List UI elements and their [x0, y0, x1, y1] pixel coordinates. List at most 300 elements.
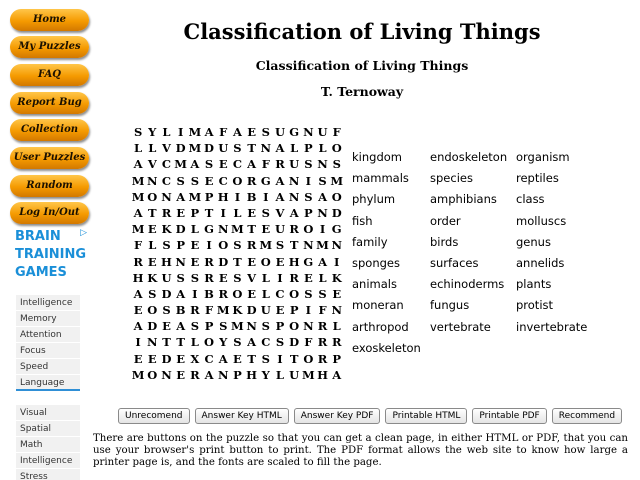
- ad-list-item[interactable]: Attention: [16, 327, 80, 343]
- grid-letter: T: [162, 335, 171, 350]
- grid-letter: R: [289, 222, 299, 237]
- grid-letter: D: [331, 205, 342, 220]
- grid-letter: A: [332, 367, 342, 382]
- grid-letter: M: [131, 222, 145, 237]
- grid-letter: D: [246, 303, 257, 318]
- grid-letter: T: [289, 238, 299, 253]
- grid-letter: A: [133, 157, 143, 172]
- grid-letter: E: [233, 351, 242, 366]
- grid-letter: U: [317, 125, 328, 139]
- grid-letter: E: [162, 319, 171, 334]
- grid-letter: P: [190, 205, 200, 220]
- page-title: Classification of Living Things: [183, 19, 541, 44]
- word-list-item: echinoderms: [430, 277, 505, 292]
- nav-collection-button[interactable]: Collection: [10, 119, 89, 141]
- grid-letter: U: [274, 125, 285, 139]
- adchoices-icon[interactable]: ▷: [80, 228, 87, 238]
- grid-letter: P: [233, 367, 242, 382]
- grid-letter: U: [260, 303, 271, 318]
- grid-letter: Y: [219, 335, 228, 350]
- grid-letter: C: [161, 173, 172, 188]
- grid-letter: K: [147, 270, 158, 285]
- word-list-item: animals: [352, 277, 397, 292]
- word-list-item: moneran: [352, 298, 404, 313]
- grid-letter: F: [261, 157, 270, 172]
- puzzle-action-buttons: [118, 408, 622, 424]
- grid-letter: L: [290, 141, 299, 156]
- grid-letter: O: [260, 254, 271, 269]
- grid-letter: A: [204, 125, 214, 139]
- grid-letter: E: [332, 286, 342, 301]
- grid-letter: I: [277, 351, 283, 366]
- ad-list-item[interactable]: Language: [16, 375, 80, 391]
- grid-letter: S: [261, 125, 270, 139]
- grid-letter: S: [304, 286, 313, 301]
- grid-letter: L: [318, 270, 327, 285]
- grid-letter: I: [263, 189, 269, 204]
- grid-letter: A: [275, 173, 285, 188]
- grid-letter: G: [204, 222, 214, 237]
- grid-letter: S: [233, 141, 242, 156]
- grid-row: [131, 156, 344, 172]
- grid-row: [131, 286, 344, 302]
- grid-letter: K: [232, 303, 243, 318]
- grid-letter: C: [261, 335, 271, 350]
- grid-letter: S: [190, 319, 199, 334]
- grid-letter: O: [303, 351, 314, 366]
- grid-letter: L: [318, 141, 327, 156]
- grid-letter: E: [303, 270, 313, 285]
- grid-letter: G: [331, 222, 342, 237]
- grid-letter: N: [331, 303, 342, 318]
- grid-letter: D: [161, 351, 172, 366]
- brain-training-ad[interactable]: [15, 228, 95, 288]
- recommend-button[interactable]: Recommend: [552, 408, 622, 424]
- grid-letter: G: [289, 125, 300, 139]
- nav-my-puzzles-button[interactable]: My Puzzles: [10, 36, 89, 58]
- nav-report-bug-button[interactable]: Report Bug: [10, 92, 89, 114]
- grid-letter: B: [204, 286, 214, 301]
- grid-letter: I: [305, 173, 312, 188]
- ad-list-item[interactable]: Speed: [16, 359, 80, 375]
- nav-random-button[interactable]: Random: [10, 175, 89, 197]
- grid-letter: U: [274, 222, 285, 237]
- grid-letter: S: [148, 286, 157, 301]
- grid-letter: R: [331, 335, 342, 350]
- grid-letter: M: [174, 157, 188, 172]
- word-list-item: sponges: [352, 256, 400, 270]
- grid-letter: O: [147, 303, 158, 318]
- printable-pdf-button[interactable]: Printable PDF: [472, 408, 546, 424]
- grid-letter: R: [218, 286, 228, 301]
- ad-list-item[interactable]: Visual: [16, 405, 80, 421]
- grid-letter: V: [162, 141, 171, 156]
- nav-faq-button[interactable]: FAQ: [10, 64, 89, 86]
- word-list-item: family: [352, 234, 388, 249]
- grid-letter: F: [304, 335, 313, 350]
- grid-letter: A: [275, 141, 285, 156]
- grid-letter: Y: [261, 367, 270, 382]
- grid-letter: N: [288, 173, 300, 188]
- ad-list-item[interactable]: Intelligence: [16, 295, 80, 311]
- grid-letter: F: [318, 303, 327, 318]
- grid-letter: M: [301, 367, 315, 382]
- grid-letter: I: [192, 286, 198, 301]
- grid-letter: I: [220, 205, 226, 220]
- ad-skill-list: [16, 295, 80, 391]
- grid-row: [131, 124, 344, 140]
- grid-letter: I: [135, 335, 141, 350]
- grid-letter: U: [289, 157, 300, 172]
- grid-letter: A: [133, 319, 143, 334]
- word-list-item: species: [430, 171, 473, 186]
- ad-title-line[interactable]: TRAINING: [15, 247, 87, 262]
- grid-letter: O: [218, 238, 229, 253]
- grid-letter: R: [204, 270, 214, 285]
- grid-letter: F: [204, 303, 214, 318]
- grid-letter: L: [261, 286, 270, 301]
- grid-letter: L: [190, 222, 199, 237]
- word-list-item: organism: [516, 150, 570, 164]
- word-list-item: molluscs: [516, 213, 567, 228]
- grid-letter: N: [147, 335, 158, 350]
- grid-letter: X: [190, 351, 200, 366]
- grid-letter: P: [176, 238, 185, 253]
- grid-letter: T: [247, 351, 256, 366]
- grid-letter: N: [331, 238, 342, 253]
- word-list-item: phylum: [352, 192, 396, 207]
- grid-letter: E: [204, 173, 214, 188]
- grid-letter: A: [318, 254, 327, 269]
- grid-row: [131, 173, 344, 189]
- grid-letter: R: [190, 303, 200, 318]
- grid-letter: N: [303, 319, 314, 334]
- grid-letter: N: [161, 367, 172, 382]
- grid-letter: S: [190, 173, 199, 188]
- grid-row: [131, 302, 344, 318]
- grid-letter: F: [332, 125, 341, 139]
- grid-letter: O: [331, 189, 342, 204]
- grid-letter: O: [303, 222, 314, 237]
- grid-letter: E: [190, 238, 200, 253]
- grid-letter: E: [275, 303, 285, 318]
- grid-letter: H: [246, 367, 258, 382]
- grid-letter: N: [217, 222, 229, 237]
- grid-letter: I: [305, 303, 312, 318]
- grid-letter: E: [176, 367, 186, 382]
- grid-letter: C: [204, 351, 214, 366]
- grid-row: [131, 221, 344, 237]
- grid-letter: D: [289, 335, 300, 350]
- grid-letter: A: [218, 351, 228, 366]
- grid-letter: P: [304, 141, 313, 156]
- grid-letter: A: [247, 157, 257, 172]
- grid-letter: D: [218, 254, 229, 269]
- grid-letter: I: [277, 270, 283, 285]
- puzzle-author: T. Ternoway: [320, 84, 404, 99]
- word-list-item: kingdom: [352, 150, 402, 164]
- grid-letter: E: [133, 351, 143, 366]
- grid-letter: L: [233, 205, 242, 220]
- grid-letter: R: [317, 351, 328, 366]
- grid-letter: P: [204, 189, 214, 204]
- grid-letter: I: [234, 189, 241, 204]
- grid-letter: K: [161, 222, 172, 237]
- grid-letter: M: [316, 238, 329, 253]
- grid-letter: I: [177, 125, 184, 139]
- grid-letter: U: [218, 141, 229, 156]
- grid-letter: R: [161, 205, 172, 220]
- ad-list-item[interactable]: Intelligence: [16, 453, 80, 469]
- grid-letter: E: [247, 125, 256, 139]
- grid-letter: S: [176, 173, 185, 188]
- grid-letter: D: [161, 286, 172, 301]
- grid-letter: L: [332, 319, 341, 334]
- grid-letter: F: [219, 125, 228, 139]
- word-list-item: fungus: [430, 298, 470, 313]
- grid-letter: O: [147, 189, 158, 204]
- word-list-item: vertebrate: [430, 319, 491, 334]
- word-list-item: fish: [352, 213, 373, 228]
- ad-list-item[interactable]: Focus: [16, 343, 80, 359]
- word-list-item: birds: [430, 234, 459, 249]
- grid-letter: M: [188, 189, 202, 204]
- grid-letter: S: [233, 335, 242, 350]
- grid-letter: E: [247, 254, 256, 269]
- grid-letter: S: [275, 238, 285, 253]
- grid-letter: K: [331, 270, 342, 285]
- grid-row: [131, 189, 344, 205]
- grid-letter: E: [176, 351, 186, 366]
- grid-letter: H: [217, 189, 229, 204]
- grid-row: [131, 270, 344, 286]
- grid-letter: E: [133, 303, 143, 318]
- grid-letter: C: [275, 286, 285, 301]
- word-list-item: endoskeleton: [430, 150, 508, 164]
- ad-list-item[interactable]: Math: [16, 437, 80, 453]
- grid-letter: G: [303, 254, 314, 269]
- grid-letter: P: [289, 303, 299, 318]
- grid-letter: R: [190, 367, 200, 382]
- grid-letter: R: [275, 157, 285, 172]
- grid-letter: V: [275, 205, 285, 220]
- grid-letter: M: [188, 125, 202, 139]
- ad-list-item[interactable]: Memory: [16, 311, 80, 327]
- grid-letter: I: [319, 222, 326, 237]
- grid-letter: S: [233, 270, 242, 285]
- word-search-grid: [131, 124, 344, 383]
- grid-letter: A: [247, 335, 257, 350]
- grid-letter: L: [148, 141, 157, 156]
- grid-row: [131, 334, 344, 350]
- ad-list-item[interactable]: Stress: [16, 469, 80, 480]
- nav-home-button[interactable]: Home: [10, 9, 89, 31]
- grid-letter: M: [231, 222, 244, 237]
- grid-row: [131, 351, 344, 367]
- grid-letter: N: [317, 157, 328, 172]
- grid-letter: A: [289, 205, 299, 220]
- grid-letter: A: [133, 205, 143, 220]
- grid-row: [131, 140, 344, 156]
- grid-letter: N: [175, 254, 186, 269]
- grid-letter: B: [175, 303, 186, 318]
- grid-letter: P: [204, 319, 214, 334]
- grid-letter: V: [147, 157, 157, 172]
- grid-row: [131, 318, 344, 334]
- grid-letter: L: [190, 335, 199, 350]
- ad-skill-list-2: [16, 405, 80, 480]
- grid-letter: R: [289, 270, 299, 285]
- grid-letter: S: [219, 319, 228, 334]
- grid-letter: S: [162, 238, 171, 253]
- grid-letter: S: [318, 286, 327, 301]
- grid-row: [131, 367, 344, 383]
- grid-letter: O: [289, 286, 300, 301]
- word-list-item: invertebrate: [516, 319, 588, 334]
- ad-list-item[interactable]: Spatial: [16, 421, 80, 437]
- grid-letter: S: [233, 238, 242, 253]
- grid-letter: A: [318, 189, 327, 204]
- grid-letter: A: [176, 189, 186, 204]
- grid-letter: N: [260, 141, 272, 156]
- nav-login-button[interactable]: Log In/Out: [10, 202, 89, 224]
- grid-letter: S: [261, 351, 270, 366]
- grid-letter: T: [176, 335, 185, 350]
- grid-letter: A: [275, 189, 285, 204]
- grid-letter: S: [261, 319, 270, 334]
- grid-letter: E: [176, 205, 186, 220]
- grid-letter: N: [217, 367, 229, 382]
- grid-letter: H: [161, 254, 172, 269]
- grid-letter: M: [131, 173, 145, 188]
- grid-letter: I: [206, 238, 212, 253]
- grid-letter: D: [175, 141, 186, 156]
- grid-letter: D: [204, 141, 215, 156]
- grid-letter: S: [275, 335, 285, 350]
- grid-letter: S: [304, 157, 313, 172]
- grid-letter: U: [289, 367, 300, 382]
- grid-letter: T: [247, 222, 256, 237]
- word-list-item: order: [430, 213, 461, 228]
- grid-letter: R: [317, 319, 328, 334]
- grid-letter: M: [188, 141, 202, 156]
- ad-title-line[interactable]: BRAIN: [15, 229, 61, 244]
- grid-letter: A: [133, 286, 143, 301]
- grid-letter: L: [275, 367, 285, 382]
- answer-key-pdf-button[interactable]: Answer Key PDF: [294, 408, 381, 424]
- grid-letter: S: [176, 270, 185, 285]
- grid-letter: N: [303, 238, 314, 253]
- grid-letter: R: [204, 254, 214, 269]
- word-list-item: exoskeleton: [352, 340, 421, 355]
- grid-letter: S: [204, 157, 214, 172]
- grid-letter: L: [134, 141, 143, 156]
- grid-letter: N: [317, 205, 328, 220]
- grid-letter: N: [303, 125, 314, 139]
- grid-letter: H: [132, 270, 144, 285]
- grid-letter: E: [147, 222, 157, 237]
- word-list-item: genus: [516, 234, 551, 249]
- word-list-item: annelids: [516, 256, 565, 270]
- grid-letter: C: [218, 173, 228, 188]
- grid-letter: T: [247, 141, 256, 156]
- grid-letter: E: [247, 286, 256, 301]
- grid-letter: Y: [148, 125, 157, 139]
- grid-letter: A: [204, 367, 214, 382]
- grid-letter: S: [162, 303, 171, 318]
- grid-letter: E: [247, 205, 256, 220]
- grid-letter: R: [317, 335, 328, 350]
- grid-letter: R: [246, 238, 257, 253]
- grid-letter: D: [175, 222, 186, 237]
- grid-letter: D: [147, 319, 158, 334]
- grid-letter: O: [204, 335, 215, 350]
- grid-letter: N: [288, 189, 300, 204]
- word-list-item: mammals: [352, 171, 409, 186]
- grid-letter: E: [147, 351, 157, 366]
- grid-row: [131, 237, 344, 253]
- nav-user-puzzles-button[interactable]: User Puzzles: [10, 147, 89, 169]
- grid-letter: E: [218, 157, 228, 172]
- grid-letter: A: [176, 286, 186, 301]
- sidebar: [0, 0, 96, 480]
- print-instructions: There are buttons on the puzzle so that you can get a clean page, in either HTML or PDF, that you can use your browser's print button to print. The PDF format allows the web site to know how large a printer page is, and the fonts are scaled to fill the page.: [93, 433, 628, 468]
- grid-letter: M: [259, 238, 273, 253]
- grid-letter: M: [131, 189, 145, 204]
- grid-letter: E: [147, 254, 157, 269]
- grid-letter: S: [318, 173, 327, 188]
- grid-letter: M: [216, 303, 230, 318]
- grid-letter: S: [261, 205, 270, 220]
- grid-letter: A: [176, 319, 186, 334]
- grid-letter: E: [218, 270, 228, 285]
- grid-letter: S: [190, 270, 199, 285]
- grid-letter: H: [317, 367, 328, 382]
- word-list-item: plants: [516, 277, 552, 292]
- unrecommend-button[interactable]: Unrecomend: [118, 408, 190, 424]
- grid-letter: M: [231, 319, 244, 334]
- grid-letter: V: [247, 270, 257, 285]
- grid-letter: T: [204, 205, 214, 220]
- grid-letter: E: [275, 254, 285, 269]
- grid-row: [131, 205, 344, 221]
- puzzle-subtitle: Classification of Living Things: [255, 58, 469, 73]
- grid-letter: L: [148, 238, 157, 253]
- grid-letter: G: [260, 173, 271, 188]
- grid-letter: S: [332, 157, 341, 172]
- grid-row: [131, 254, 344, 270]
- grid-letter: E: [261, 222, 271, 237]
- grid-letter: R: [246, 173, 257, 188]
- grid-letter: F: [134, 238, 143, 253]
- grid-letter: U: [161, 270, 172, 285]
- word-list-item: reptiles: [516, 171, 559, 186]
- grid-letter: C: [232, 157, 242, 172]
- ad-title-line[interactable]: GAMES: [15, 265, 67, 280]
- grid-letter: T: [289, 351, 299, 366]
- grid-letter: N: [147, 173, 158, 188]
- grid-letter: S: [133, 125, 143, 139]
- grid-letter: O: [232, 286, 243, 301]
- answer-key-html-button[interactable]: Answer Key HTML: [195, 408, 289, 424]
- grid-letter: M: [330, 173, 344, 188]
- grid-letter: R: [133, 254, 143, 269]
- grid-letter: H: [288, 254, 300, 269]
- grid-letter: I: [334, 254, 340, 269]
- printable-html-button[interactable]: Printable HTML: [385, 408, 467, 424]
- grid-letter: N: [161, 189, 172, 204]
- grid-letter: C: [161, 157, 172, 172]
